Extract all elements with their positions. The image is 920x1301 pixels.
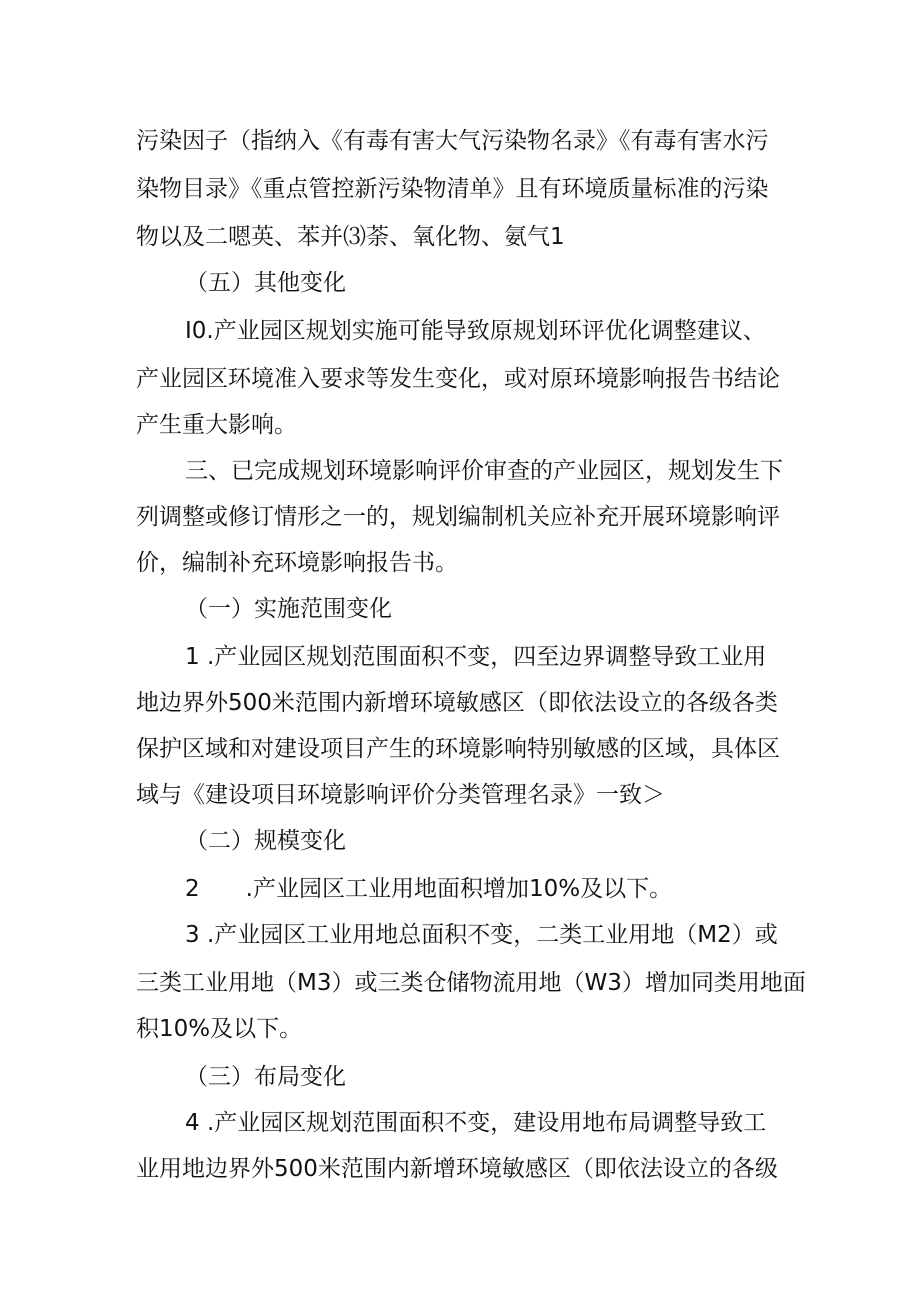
text-line: 列调整或修订情形之一的，规划编制机关应补充开展环境影响评 (136, 504, 780, 530)
section-heading: （二）规模变化 (185, 828, 346, 854)
text-line: 污染因子（指纳入《有毒有害大气污染物名录》《有毒有害水污 (136, 128, 769, 154)
text-line: 保护区域和对建设项目产生的环境影响特别敏感的区域，具体区 (136, 736, 780, 762)
text-line: I0.产业园区规划实施可能导致原规划环评优化调整建议、 (185, 318, 766, 344)
text-line: 物以及二嗯英、苯并⑶荼、氧化物、氨气1 (136, 224, 565, 250)
text-line: 3 .产业园区工业用地总面积不变，二类工业用地（M2）或 (185, 922, 778, 948)
text-line: 三类工业用地（M3）或三类仓储物流用地（W3）增加同类用地面 (136, 970, 806, 996)
section-heading: （五）其他变化 (185, 270, 346, 296)
text-line: 染物目录》《重点管控新污染物清单》且有环境质量标准的污染 (136, 176, 769, 202)
text-line: 2 .产业园区工业用地面积增加10%及以下。 (185, 876, 673, 902)
text-line: 业用地边界外500米范围内新增环境敏感区（即依法设立的各级 (136, 1156, 778, 1182)
text-line: 1 .产业园区规划范围面积不变，四至边界调整导致工业用 (185, 644, 767, 670)
text-line: 域与《建设项目环境影响评价分类管理名录》一致＞ (136, 782, 665, 808)
section-heading: （一）实施范围变化 (185, 596, 392, 622)
text-line: 产生重大影响。 (136, 412, 297, 438)
text-line: 价，编制补充环境影响报告书。 (136, 550, 458, 576)
text-line: 地边界外500米范围内新增环境敏感区（即依法设立的各级各类 (136, 690, 778, 716)
section-heading: （三）布局变化 (185, 1064, 346, 1090)
text-line: 4 .产业园区规划范围面积不变，建设用地布局调整导致工 (185, 1110, 767, 1136)
text-line: 三、已完成规划环境影响评价审查的产业园区，规划发生下 (185, 458, 783, 484)
text-line: 积10%及以下。 (136, 1016, 303, 1042)
text-line: 产业园区环境准入要求等发生变化，或对原环境影响报告书结论 (136, 366, 780, 392)
